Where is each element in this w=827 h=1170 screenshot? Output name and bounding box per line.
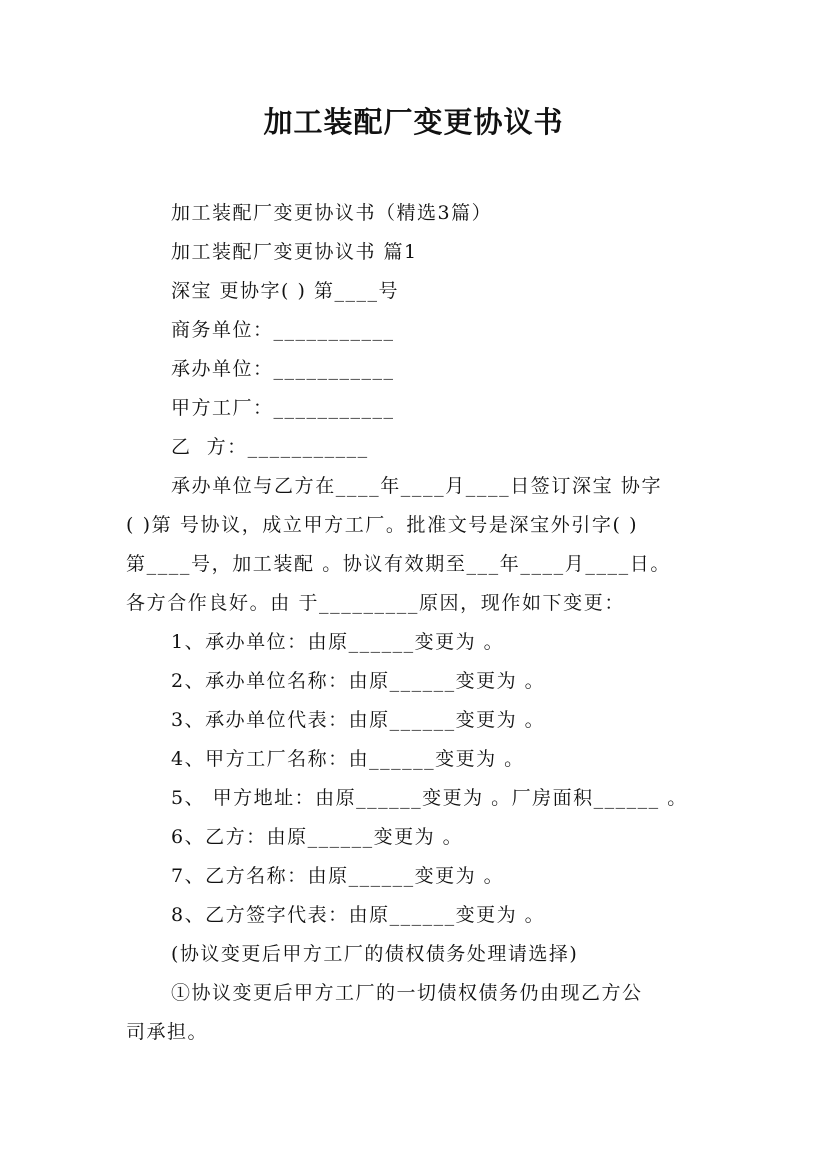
reference-number-line: 深宝 更协字( ) 第____号	[171, 280, 399, 302]
debt-handling-note: (协议变更后甲方工厂的债权债务处理请选择)	[171, 943, 579, 965]
change-item: 2、承办单位名称：由原______变更为 。	[171, 670, 546, 692]
change-item: 8、乙方签字代表：由原______变更为 。	[171, 904, 546, 926]
change-item: 3、承办单位代表：由原______变更为 。	[171, 709, 546, 731]
section-heading: 加工装配厂变更协议书 篇1	[171, 241, 418, 263]
subtitle-line: 加工装配厂变更协议书（精选3篇）	[171, 202, 493, 224]
agreement-paragraph	[126, 467, 706, 623]
paragraph-line: 第____号，加工装配 。协议有效期至___年____月____日。	[126, 553, 671, 575]
change-item: 5、 甲方地址：由原______变更为 。厂房面积______ 。	[171, 787, 688, 809]
undertaking-unit-field: 承办单位：___________	[171, 358, 395, 380]
change-item: 1、承办单位：由原______变更为 。	[171, 631, 505, 653]
paragraph-line: 承办单位与乙方在____年____月____日签订深宝 协字	[171, 475, 663, 497]
document-body	[126, 194, 706, 1052]
business-unit-field: 商务单位：___________	[171, 319, 395, 341]
change-item: 4、甲方工厂名称：由______变更为 。	[171, 748, 525, 770]
document-title: 加工装配厂变更协议书	[263, 105, 564, 139]
change-item: 7、乙方名称：由原______变更为 。	[171, 865, 505, 887]
party-a-factory-field: 甲方工厂：___________	[171, 397, 395, 419]
option-one-line: ①协议变更后甲方工厂的一切债权债务仍由现乙方公	[171, 982, 643, 1004]
change-item: 6、乙方：由原______变更为 。	[171, 826, 464, 848]
paragraph-line: ( )第 号协议，成立甲方工厂。批准文号是深宝外引字( )	[126, 514, 639, 536]
party-b-field: 乙 方：___________	[171, 436, 369, 458]
paragraph-line: 各方合作良好。由 于_________原因，现作如下变更：	[126, 592, 625, 614]
option-one-continuation: 司承担。	[126, 1021, 209, 1043]
